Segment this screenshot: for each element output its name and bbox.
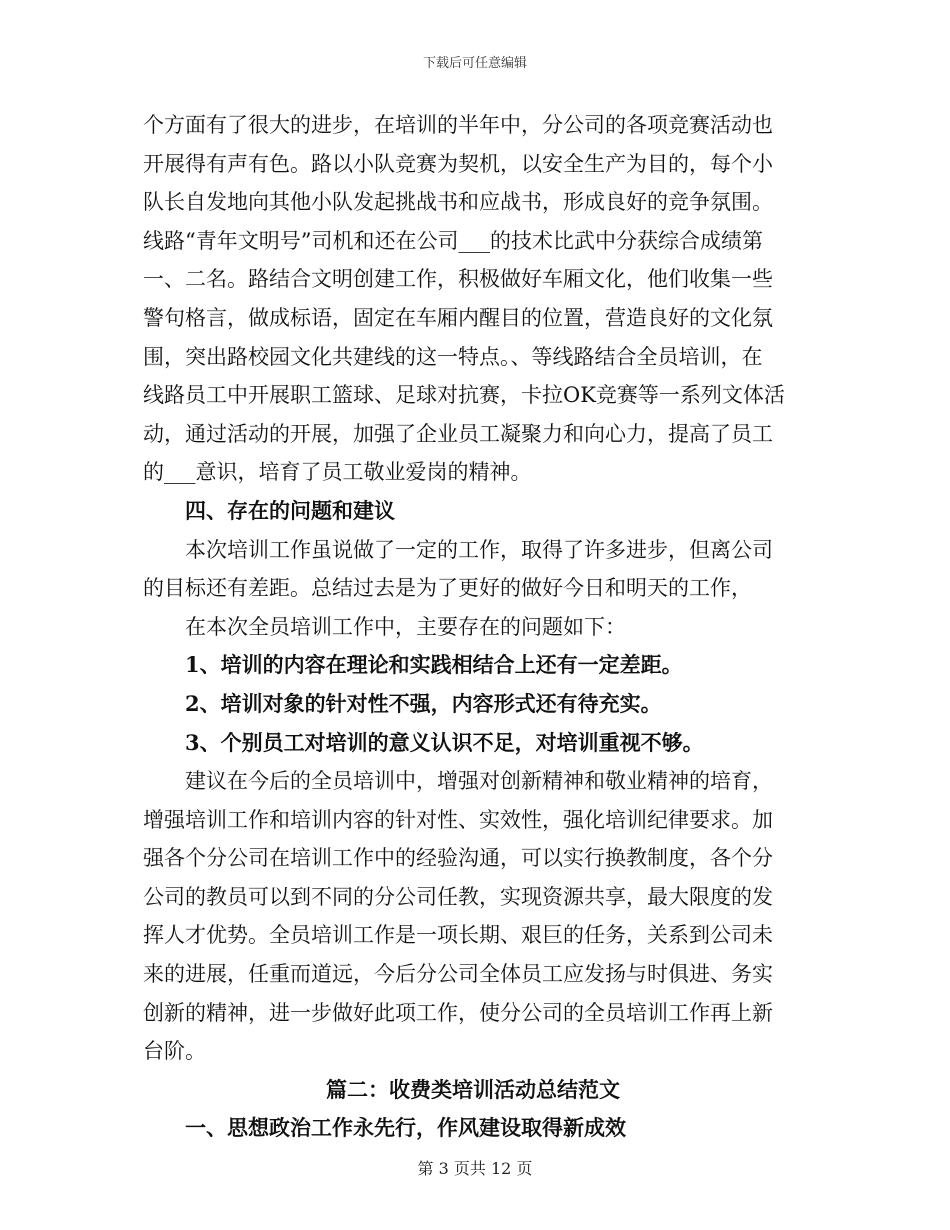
page-header: 下载后可任意编辑: [422, 56, 527, 71]
article-title: 篇二：收费类培训活动总结范文: [326, 1076, 620, 1102]
text-line: 个方面有了很大的进步，在培训的半年中，分公司的各项竞赛活动也: [143, 113, 773, 137]
text-line: 动，通过活动的开展，加强了企业员工凝聚力和向心力，提高了员工: [143, 421, 773, 446]
paragraph-achievements: [143, 106, 803, 492]
text-line: 强各个分公司在培训工作中的经验沟通，可以实行换教制度，各个分: [143, 846, 773, 871]
document-body: [143, 106, 803, 1148]
text-line: 线路“青年文明号”司机和还在公司___的技术比武中分获综合成绩第: [143, 228, 763, 253]
paragraph-summary: [143, 531, 803, 608]
page-number: 第 3 页共 12 页: [417, 1159, 533, 1178]
text-line: 的目标还有差距。总结过去是为了更好的做好今日和明天的工作，: [143, 576, 752, 601]
text-line: 开展得有声有色。路以小队竞赛为契机，以安全生产为目的，每个小: [143, 151, 773, 176]
text-line: 的___意识，培育了员工敬业爱岗的精神。: [143, 460, 532, 485]
text-line: 创新的精神，进一步做好此项工作，使分公司的全员培训工作再上新: [143, 1000, 773, 1025]
text-line: 围，突出路校园文化共建线的这一特点。、等线路结合全员培训，在: [143, 344, 763, 369]
text-line: 队长自发地向其他小队发起挑战书和应战书，形成良好的竞争氛围。: [143, 190, 773, 215]
text-line: 建议在今后的全员培训中，增强对创新精神和敬业精神的培育，: [185, 769, 773, 794]
text-line: 本次培训工作虽说做了一定的工作，取得了许多进步，但离公司: [185, 537, 773, 562]
text-line: 挥人才优势。全员培训工作是一项长期、艰巨的任务，关系到公司未: [143, 923, 773, 948]
text-line: 一、二名。路结合文明创建工作，积极做好车厢文化，他们收集一些: [143, 267, 773, 292]
problem-item-3: 3、个别员工对培训的意义认识不足，对培训重视不够。: [185, 729, 704, 755]
section-heading-political: 一、思想政治工作永先行，作风建设取得新成效: [185, 1115, 626, 1141]
text-line: 增强培训工作和培训内容的针对性、实效性，强化培训纪律要求。加: [143, 807, 773, 832]
text-line: 来的进展，任重而道远，今后分公司全体员工应发扬与时俱进、务实: [143, 962, 773, 987]
text-line: 警句格言，做成标语，固定在车厢内醒目的位置，营造良好的文化氛: [143, 305, 773, 330]
paragraph-problems-intro: 在本次全员培训工作中，主要存在的问题如下：: [185, 614, 626, 639]
text-line: 公司的教员可以到不同的分公司任教，实现资源共享，最大限度的发: [143, 884, 773, 909]
text-line: 线路员工中开展职工篮球、足球对抗赛，卡拉OK竞赛等一系列文体活: [143, 383, 785, 408]
problem-item-2: 2、培训对象的针对性不强，内容形式还有待充实。: [185, 690, 662, 716]
paragraph-suggestions: [143, 762, 803, 1071]
section-heading-problems: 四、存在的问题和建议: [185, 497, 395, 523]
problem-item-1: 1、培训的内容在理论和实践相结合上还有一定差距。: [185, 652, 683, 678]
text-line: 台阶。: [143, 1039, 206, 1064]
